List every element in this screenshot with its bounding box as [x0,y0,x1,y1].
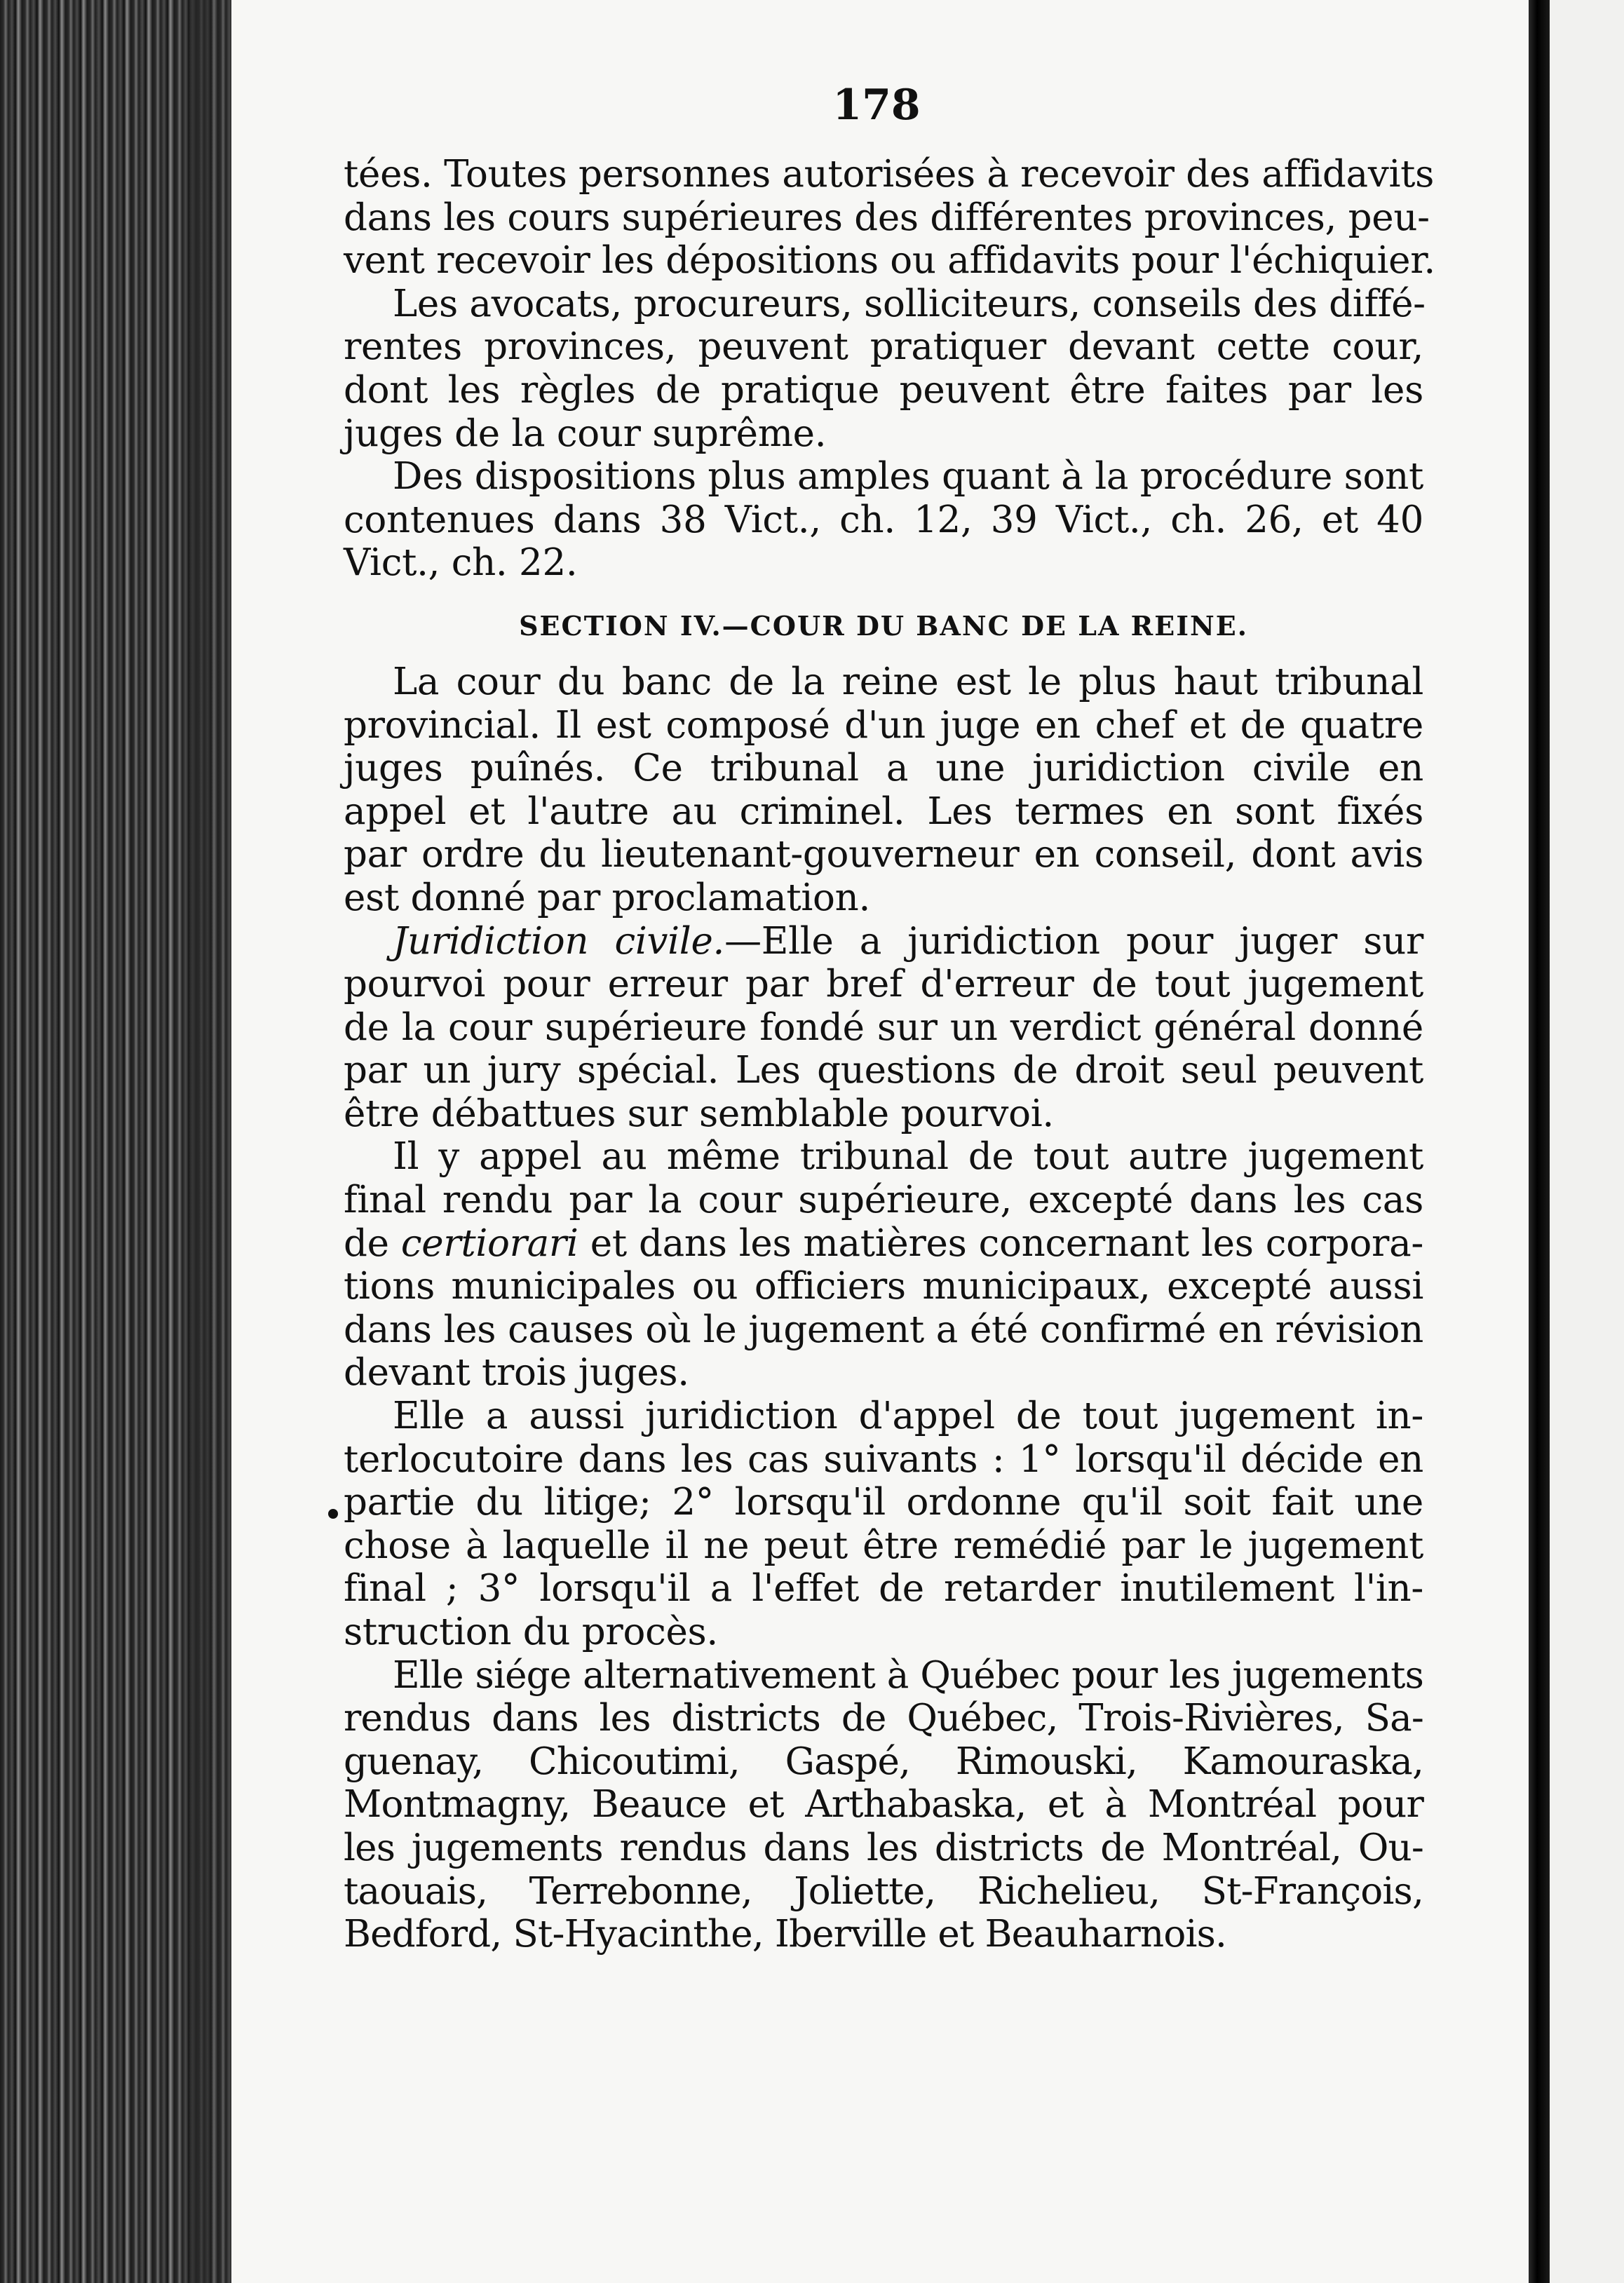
text-line: Vict., ch. 22. [344,541,578,585]
text-line: les jugements rendus dans les districts de Montréal, Ou- [344,1826,1423,1869]
text-line: tées. Toutes personnes autorisées à recevoir des affidavits [344,153,1435,196]
text-line: être débattues sur semblable pourvoi. [344,1092,1054,1135]
text-line: tions municipales ou officiers municipaux, excepté aussi [344,1265,1423,1308]
page-edge-shadow [1529,0,1550,2283]
stray-ink-dot [328,1509,338,1519]
book-page [344,77,1435,1956]
text-line: appel et l'autre au criminel. Les termes en sont fixés [344,790,1423,833]
text-line: Elle siége alternativement à Québec pour les jugements [393,1653,1423,1697]
text-line: provincial. Il est composé d'un juge en chef et de quatre [344,703,1423,747]
text-line: dans les causes où le jugement a été confirmé en révision [344,1308,1423,1351]
text-line: guenay, Chicoutimi, Gaspé, Rimouski, Kamouraska, [344,1740,1423,1783]
section-heading: SECTION IV.—COUR DU BANC DE LA REINE. [519,609,1248,642]
text-line: taouais, Terrebonne, Joliette, Richelieu, St-François, [344,1869,1423,1913]
text-fragment: —Elle a juridiction pour juger sur [724,919,1424,963]
text-line: vent recevoir les dépositions ou affidavits pour l'échiquier. [344,239,1435,283]
text-line: juges puînés. Ce tribunal a une juridiction civile en [344,747,1423,790]
section-paragraph-1 [344,660,1423,920]
text-line: Des dispositions plus amples quant à la procédure sont [393,455,1423,499]
facing-page-edge [1550,0,1624,2283]
paragraph-1 [344,153,1435,283]
section-paragraph-5 [344,1654,1423,1956]
section-paragraph-3 [344,1135,1423,1395]
text-line: rentes provinces, peuvent pratiquer devant cette cour, [344,325,1423,369]
text-line: dans les cours supérieures des différentes provinces, peu- [344,196,1430,239]
text-line: chose à laquelle il ne peut être remédié par le jugement [344,1524,1423,1567]
text-line: juges de la cour suprême. [344,412,827,455]
text-line: La cour du banc de la reine est le plus haut tribunal [393,660,1423,703]
italic-term: certiorari [400,1221,578,1265]
text-fragment [578,1222,590,1265]
text-line: est donné par proclamation. [344,876,871,919]
text-fragment: de [344,1221,401,1265]
page-number: 178 [832,81,921,130]
text-line: de la cour supérieure fondé sur un verdict général donné [344,1005,1423,1049]
paragraph-2 [344,282,1426,455]
text-line: par ordre du lieutenant-gouverneur en conseil, dont avis [344,833,1423,876]
text-line [344,920,1423,963]
text-line: struction du procès. [344,1611,718,1653]
text-line: rendus dans les districts de Québec, Trois-Rivières, Sa- [344,1697,1423,1740]
text-line: contenues dans 38 Vict., ch. 12, 39 Vict., ch. 26, et 40 [344,498,1423,541]
text-line: Elle a aussi juridiction d'appel de tout jugement in- [393,1395,1423,1438]
text-line [344,1222,1423,1266]
text-line: pourvoi pour erreur par bref d'erreur de tout jugement [344,963,1423,1006]
text-line: terlocutoire dans les cas suivants : 1° lorsqu'il décide en [344,1437,1423,1481]
text-line: final ; 3° lorsqu'il a l'effet de retarder inutilement l'in- [344,1567,1423,1611]
text-line: partie du litige; 2° lorsqu'il ordonne qu'il soit fait une [344,1481,1423,1524]
text-line: Il y appel au même tribunal de tout autre jugement [393,1135,1423,1179]
text-line: final rendu par la cour supérieure, excepté dans les cas [344,1179,1423,1222]
text-line: par un jury spécial. Les questions de droit seul peuvent [344,1049,1423,1092]
section-paragraph-4 [344,1395,1423,1654]
text-line: Bedford, St-Hyacinthe, Iberville et Beauharnois. [344,1913,1227,1956]
book-binding-shadow [0,0,231,2283]
text-line: dont les règles de pratique peuvent être faites par les [344,368,1423,412]
section-paragraph-2 [344,920,1423,1136]
text-fragment: et dans les matières concernant les corpora- [590,1221,1423,1265]
italic-lead: Juridiction civile. [393,919,725,963]
paragraph-3 [344,455,1423,585]
text-line: Les avocats, procureurs, solliciteurs, conseils des diffé- [393,282,1426,325]
text-line: Montmagny, Beauce et Arthabaska, et à Montréal pour [344,1783,1423,1827]
text-line: devant trois juges. [344,1351,689,1395]
